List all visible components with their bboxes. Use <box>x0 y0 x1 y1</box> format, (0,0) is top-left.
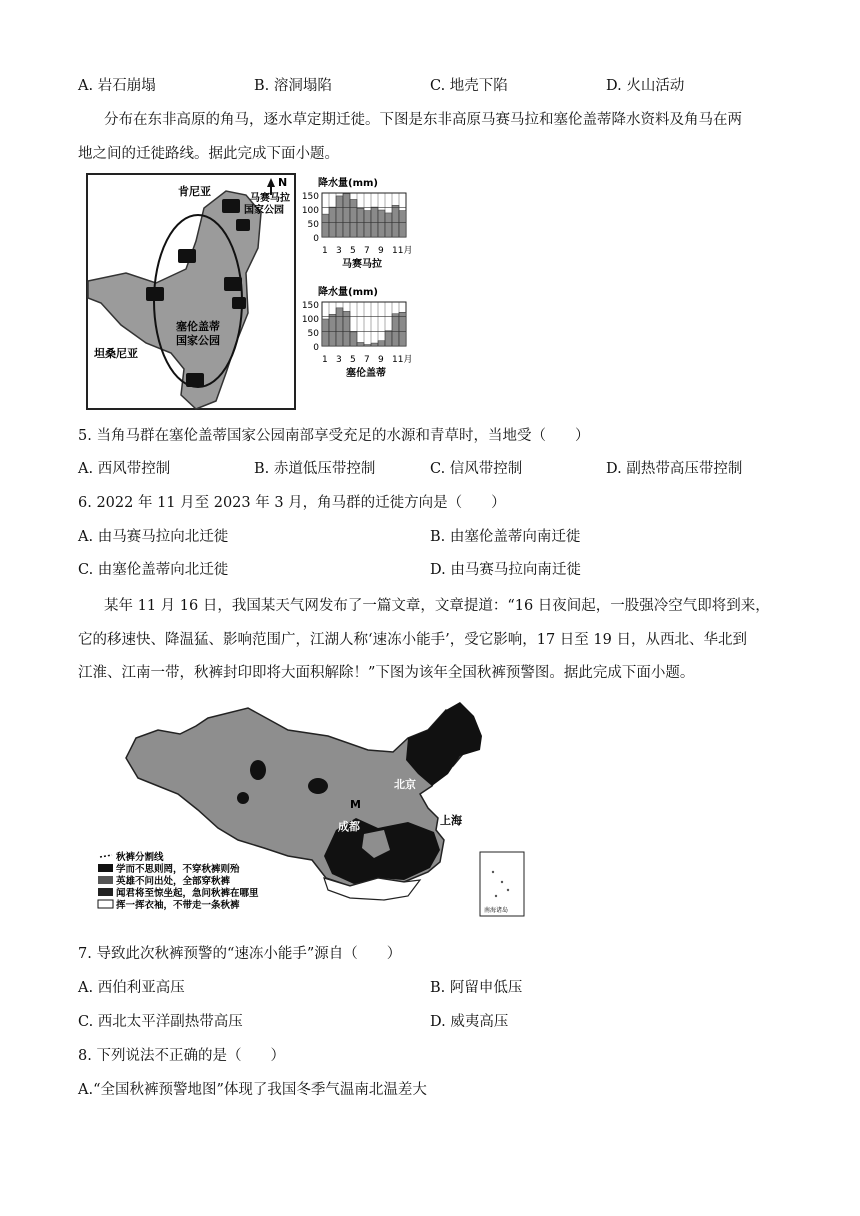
passage2-line3: 江淮、江南一带，秋裤封印即将大面积解除！”下图为该年全国秋裤预警图。据此完成下面小题。 <box>78 665 695 681</box>
label-shanghai: 上海 <box>440 814 462 827</box>
precip-bar <box>378 341 385 346</box>
precip-bar <box>392 314 399 346</box>
chart1-xtick: 11月 <box>392 246 413 256</box>
passage1-line2: 地之间的迁徙路线。据此完成下面小题。 <box>78 146 339 162</box>
chart1-yticks <box>302 192 319 244</box>
precip-chart-serengeti <box>300 284 430 384</box>
chart2-xtick: 5 <box>350 355 356 365</box>
chart2-plot <box>322 302 406 346</box>
legend-item-3: 闻君将至惊坐起，急问秋裤在哪里 <box>116 888 259 899</box>
label-kenya: 肯尼亚 <box>178 185 211 198</box>
q4-option-b: B. 溶洞塌陷 <box>254 78 332 94</box>
precip-bar <box>322 319 329 346</box>
chart2-ytick: 50 <box>307 329 319 339</box>
q7-option-d: D. 威夷高压 <box>430 1014 509 1030</box>
precip-bar <box>336 196 343 237</box>
precip-bar <box>336 308 343 346</box>
q6-stem: 6. 2022 年 11 月至 2023 年 3 月，角马群的迁徙方向是（ ） <box>78 495 506 511</box>
q4-options <box>78 74 684 95</box>
chart2-xtick: 3 <box>336 355 342 365</box>
precip-chart-masai-mara <box>300 175 430 275</box>
chart1-xticks <box>322 245 412 256</box>
map-legend <box>98 851 259 911</box>
q6-option-d: D. 由马赛马拉向南迁徙 <box>430 562 581 578</box>
legend-divider-label: 秋裤分割线 <box>116 852 164 863</box>
passage2-line1: 某年 11 月 16 日，我国某天气网发布了一篇文章，文章提道：“16 日夜间起，一股强冷空气即将到来， <box>104 598 770 614</box>
q6-option-c: C. 由塞伦盖蒂向北迁徙 <box>78 562 229 578</box>
label-serengeti-park: 国家公园 <box>176 334 220 347</box>
label-serengeti: 塞伦盖蒂 <box>176 320 220 333</box>
q4-option-a: A. 岩石崩塌 <box>78 78 156 94</box>
q8-option-a: A.“全国秋裤预警地图”体现了我国冬季气温南北温差大 <box>78 1082 427 1098</box>
q6-option-b: B. 由塞伦盖蒂向南迁徙 <box>430 529 581 545</box>
chart2-xtick: 1 <box>322 355 328 365</box>
chart1-xtick: 5 <box>350 246 356 256</box>
chart1-xtick: 3 <box>336 246 342 256</box>
chart2-caption: 塞伦盖蒂 <box>346 368 386 379</box>
chart2-yticks <box>302 301 319 353</box>
label-tanzania: 坦桑尼亚 <box>94 347 138 360</box>
legend-item-2: 英雄不问出处，全部穿秋裤 <box>116 876 231 887</box>
q8-stem: 8. 下列说法不正确的是（ ） <box>78 1048 285 1064</box>
chart1-ytick: 50 <box>307 220 319 230</box>
precip-bar <box>364 211 371 237</box>
chart1-plot <box>322 193 406 237</box>
legend-item-4: 挥一挥衣袖，不带走一条秋裤 <box>116 900 240 911</box>
label-masai-mara: 马赛马拉 <box>250 193 290 204</box>
precip-bar <box>357 342 364 346</box>
chart2-xtick: 9 <box>378 355 384 365</box>
precip-bar <box>350 332 357 346</box>
precip-bar <box>329 314 336 346</box>
q7-option-c: C. 西北太平洋副热带高压 <box>78 1014 243 1030</box>
precip-bar <box>378 210 385 237</box>
chart1-xtick: 1 <box>322 246 328 256</box>
chart1-caption: 马赛马拉 <box>342 259 382 270</box>
chart2-ytick: 100 <box>301 315 319 325</box>
label-m: M <box>350 798 361 811</box>
legend-item-1: 学而不思则罔，不穿秋裤则殆 <box>116 864 240 875</box>
q5-option-c: C. 信风带控制 <box>430 461 523 477</box>
chart1-xtick: 9 <box>378 246 384 256</box>
inset-label: 南海诸岛 <box>484 907 509 914</box>
precip-bar <box>385 213 392 237</box>
precip-bar <box>371 343 378 346</box>
q4-option-d: D. 火山活动 <box>606 78 685 94</box>
precip-bar <box>350 199 357 237</box>
q6-option-a: A. 由马赛马拉向北迁徙 <box>78 529 229 545</box>
q5-options <box>78 457 742 478</box>
q5-option-a: A. 西风带控制 <box>78 461 171 477</box>
chart1-ylabel: 降水量(mm) <box>318 178 378 189</box>
chart1-ytick: 0 <box>313 234 319 244</box>
passage2-line2: 它的移速快、降温猛、影响范围广，江湖人称‘速冻小能手’，受它影响，17 日至 19 日，从西北、华北到 <box>78 632 747 648</box>
q5-option-d: D. 副热带高压带控制 <box>606 461 743 477</box>
label-chengdu: 成都 <box>338 820 360 833</box>
q7-option-b: B. 阿留申低压 <box>430 980 523 996</box>
chart2-ylabel: 降水量(mm) <box>318 287 378 298</box>
chart2-xtick: 11月 <box>392 355 413 365</box>
migration-map <box>86 173 296 410</box>
chart2-xticks <box>322 354 412 365</box>
china-warning-map <box>88 690 548 930</box>
precip-bar <box>322 214 329 237</box>
precip-bar <box>343 194 350 237</box>
q4-option-c: C. 地壳下陷 <box>430 78 508 94</box>
q5-stem: 5. 当角马群在塞伦盖蒂国家公园南部享受充足的水源和青草时，当地受（ ） <box>78 428 590 444</box>
label-masai-park: 国家公园 <box>244 205 284 216</box>
precip-bar <box>364 345 371 346</box>
precip-bar <box>399 211 406 237</box>
chart2-ytick: 150 <box>301 301 319 311</box>
precip-bar <box>399 312 406 346</box>
precip-bar <box>385 331 392 346</box>
chart2-ytick: 0 <box>313 343 319 353</box>
passage1-line1: 分布在东非高原的角马，逐水草定期迁徙。下图是东非高原马赛马拉和塞伦盖蒂降水资料及角马在两 <box>104 112 742 128</box>
precip-bar <box>392 205 399 237</box>
north-label: N <box>278 176 288 189</box>
chart1-ytick: 100 <box>301 206 319 216</box>
chart1-xtick: 7 <box>364 246 370 256</box>
q5-option-b: B. 赤道低压带控制 <box>254 461 376 477</box>
chart2-xtick: 7 <box>364 355 370 365</box>
q7-stem: 7. 导致此次秋裤预警的“速冻小能手”源自（ ） <box>78 946 402 962</box>
label-beijing: 北京 <box>394 778 416 791</box>
chart1-ytick: 150 <box>301 192 319 202</box>
q7-option-a: A. 西伯利亚高压 <box>78 980 185 996</box>
